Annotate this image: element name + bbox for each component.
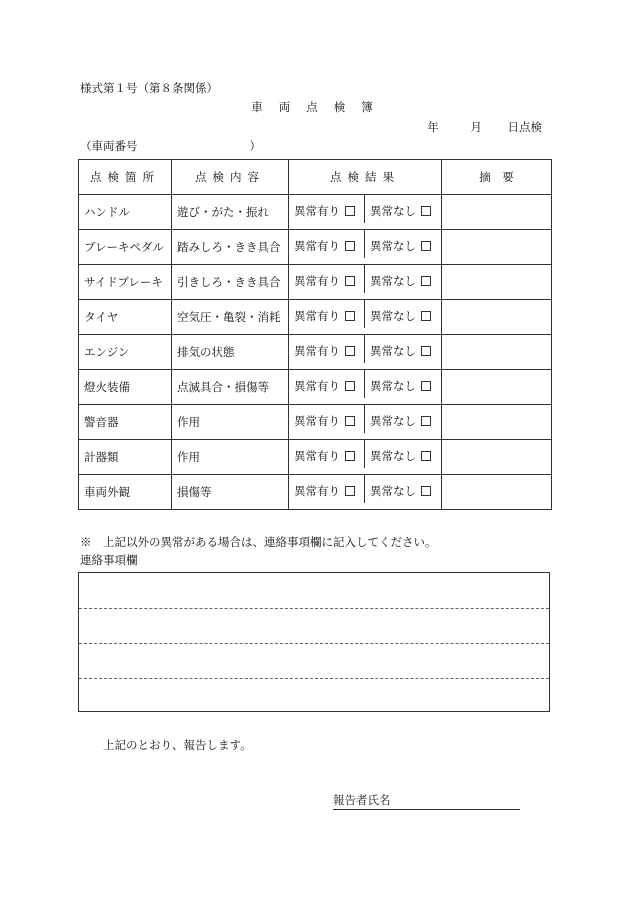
result-yes-label: 異常有り bbox=[294, 204, 340, 218]
day-label: 日点検 bbox=[507, 120, 542, 134]
result-yes-label: 異常有り bbox=[294, 239, 340, 253]
checkbox-no[interactable] bbox=[421, 346, 431, 356]
checkbox-no[interactable] bbox=[421, 451, 431, 461]
result-yes-label: 異常有り bbox=[294, 274, 340, 288]
vehicle-number-open: （車両番号 bbox=[80, 139, 138, 153]
result-no-label: 異常なし bbox=[370, 484, 416, 498]
table-row bbox=[79, 370, 552, 405]
header-content: 点検内容 bbox=[172, 160, 289, 195]
row-result bbox=[289, 405, 442, 440]
inspection-table bbox=[78, 159, 552, 510]
checkbox-yes[interactable] bbox=[345, 206, 355, 216]
closing-statement: 上記のとおり、報告します。 bbox=[103, 738, 252, 752]
row-remarks[interactable] bbox=[442, 335, 552, 370]
checkbox-yes[interactable] bbox=[345, 241, 355, 251]
result-no-label: 異常なし bbox=[370, 344, 416, 358]
checkbox-yes[interactable] bbox=[345, 416, 355, 426]
checkbox-yes[interactable] bbox=[345, 311, 355, 321]
row-place: タイヤ bbox=[79, 300, 172, 335]
table-row bbox=[79, 195, 552, 230]
checkbox-no[interactable] bbox=[421, 486, 431, 496]
row-content: 引きしろ・きき具合 bbox=[172, 265, 289, 300]
table-row bbox=[79, 335, 552, 370]
checkbox-no[interactable] bbox=[421, 276, 431, 286]
reporter-name-field[interactable] bbox=[333, 792, 520, 810]
table-row bbox=[79, 265, 552, 300]
checkbox-no[interactable] bbox=[421, 311, 431, 321]
note-text: ※ 上記以外の異常がある場合は、連絡事項欄に記入してください。 bbox=[80, 535, 437, 549]
document-title: 車両点検簿 bbox=[251, 100, 389, 114]
row-result bbox=[289, 335, 442, 370]
row-place: ブレーキペダル bbox=[79, 230, 172, 265]
row-remarks[interactable] bbox=[442, 475, 552, 510]
row-content: 点滅具合・損傷等 bbox=[172, 370, 289, 405]
contact-label: 連絡事項欄 bbox=[80, 553, 138, 567]
month-label: 月 bbox=[470, 120, 482, 134]
row-result bbox=[289, 370, 442, 405]
table-row bbox=[79, 230, 552, 265]
row-remarks[interactable] bbox=[442, 195, 552, 230]
contact-notes-box[interactable] bbox=[78, 572, 550, 712]
result-no-label: 異常なし bbox=[370, 449, 416, 463]
result-yes-label: 異常有り bbox=[294, 379, 340, 393]
row-remarks[interactable] bbox=[442, 440, 552, 475]
row-result bbox=[289, 230, 442, 265]
checkbox-yes[interactable] bbox=[345, 486, 355, 496]
vehicle-number-field[interactable] bbox=[80, 138, 261, 154]
row-place: 警音器 bbox=[79, 405, 172, 440]
contact-line bbox=[79, 608, 549, 609]
table-row bbox=[79, 300, 552, 335]
result-no-label: 異常なし bbox=[370, 204, 416, 218]
contact-line bbox=[79, 678, 549, 679]
result-yes-label: 異常有り bbox=[294, 414, 340, 428]
table-header-row bbox=[79, 160, 552, 195]
checkbox-yes[interactable] bbox=[345, 276, 355, 286]
result-yes-label: 異常有り bbox=[294, 449, 340, 463]
row-content: 空気圧・亀裂・消耗 bbox=[172, 300, 289, 335]
row-remarks[interactable] bbox=[442, 230, 552, 265]
result-yes-label: 異常有り bbox=[294, 309, 340, 323]
row-remarks[interactable] bbox=[442, 265, 552, 300]
row-remarks[interactable] bbox=[442, 370, 552, 405]
row-result bbox=[289, 440, 442, 475]
row-place: 計器類 bbox=[79, 440, 172, 475]
form-number-label: 様式第１号（第８条関係） bbox=[80, 81, 218, 95]
checkbox-yes[interactable] bbox=[345, 381, 355, 391]
table-row bbox=[79, 440, 552, 475]
row-result bbox=[289, 300, 442, 335]
checkbox-yes[interactable] bbox=[345, 346, 355, 356]
header-remarks: 摘 要 bbox=[442, 160, 552, 195]
row-content: 作用 bbox=[172, 440, 289, 475]
contact-line bbox=[79, 643, 549, 644]
row-remarks[interactable] bbox=[442, 405, 552, 440]
row-content: 損傷等 bbox=[172, 475, 289, 510]
header-result: 点検結果 bbox=[289, 160, 442, 195]
row-place: ハンドル bbox=[79, 195, 172, 230]
row-remarks[interactable] bbox=[442, 300, 552, 335]
row-content: 遊び・がた・振れ bbox=[172, 195, 289, 230]
year-label: 年 bbox=[427, 120, 439, 134]
vehicle-number-close: ） bbox=[249, 139, 261, 153]
row-result bbox=[289, 475, 442, 510]
row-result bbox=[289, 265, 442, 300]
table-row bbox=[79, 405, 552, 440]
checkbox-no[interactable] bbox=[421, 381, 431, 391]
checkbox-no[interactable] bbox=[421, 416, 431, 426]
row-content: 作用 bbox=[172, 405, 289, 440]
reporter-name-label: 報告者氏名 bbox=[333, 793, 391, 807]
row-content: 踏みしろ・きき具合 bbox=[172, 230, 289, 265]
result-no-label: 異常なし bbox=[370, 379, 416, 393]
table-row bbox=[79, 475, 552, 510]
result-no-label: 異常なし bbox=[370, 414, 416, 428]
inspection-date-line bbox=[427, 119, 542, 135]
result-yes-label: 異常有り bbox=[294, 484, 340, 498]
table-body bbox=[79, 195, 552, 510]
row-place: 燈火装備 bbox=[79, 370, 172, 405]
result-no-label: 異常なし bbox=[370, 239, 416, 253]
checkbox-no[interactable] bbox=[421, 241, 431, 251]
checkbox-no[interactable] bbox=[421, 206, 431, 216]
checkbox-yes[interactable] bbox=[345, 451, 355, 461]
row-content: 排気の状態 bbox=[172, 335, 289, 370]
result-no-label: 異常なし bbox=[370, 274, 416, 288]
result-yes-label: 異常有り bbox=[294, 344, 340, 358]
row-place: サイドブレーキ bbox=[79, 265, 172, 300]
result-no-label: 異常なし bbox=[370, 309, 416, 323]
row-place: エンジン bbox=[79, 335, 172, 370]
row-result bbox=[289, 195, 442, 230]
row-place: 車両外観 bbox=[79, 475, 172, 510]
header-place: 点検箇所 bbox=[79, 160, 172, 195]
